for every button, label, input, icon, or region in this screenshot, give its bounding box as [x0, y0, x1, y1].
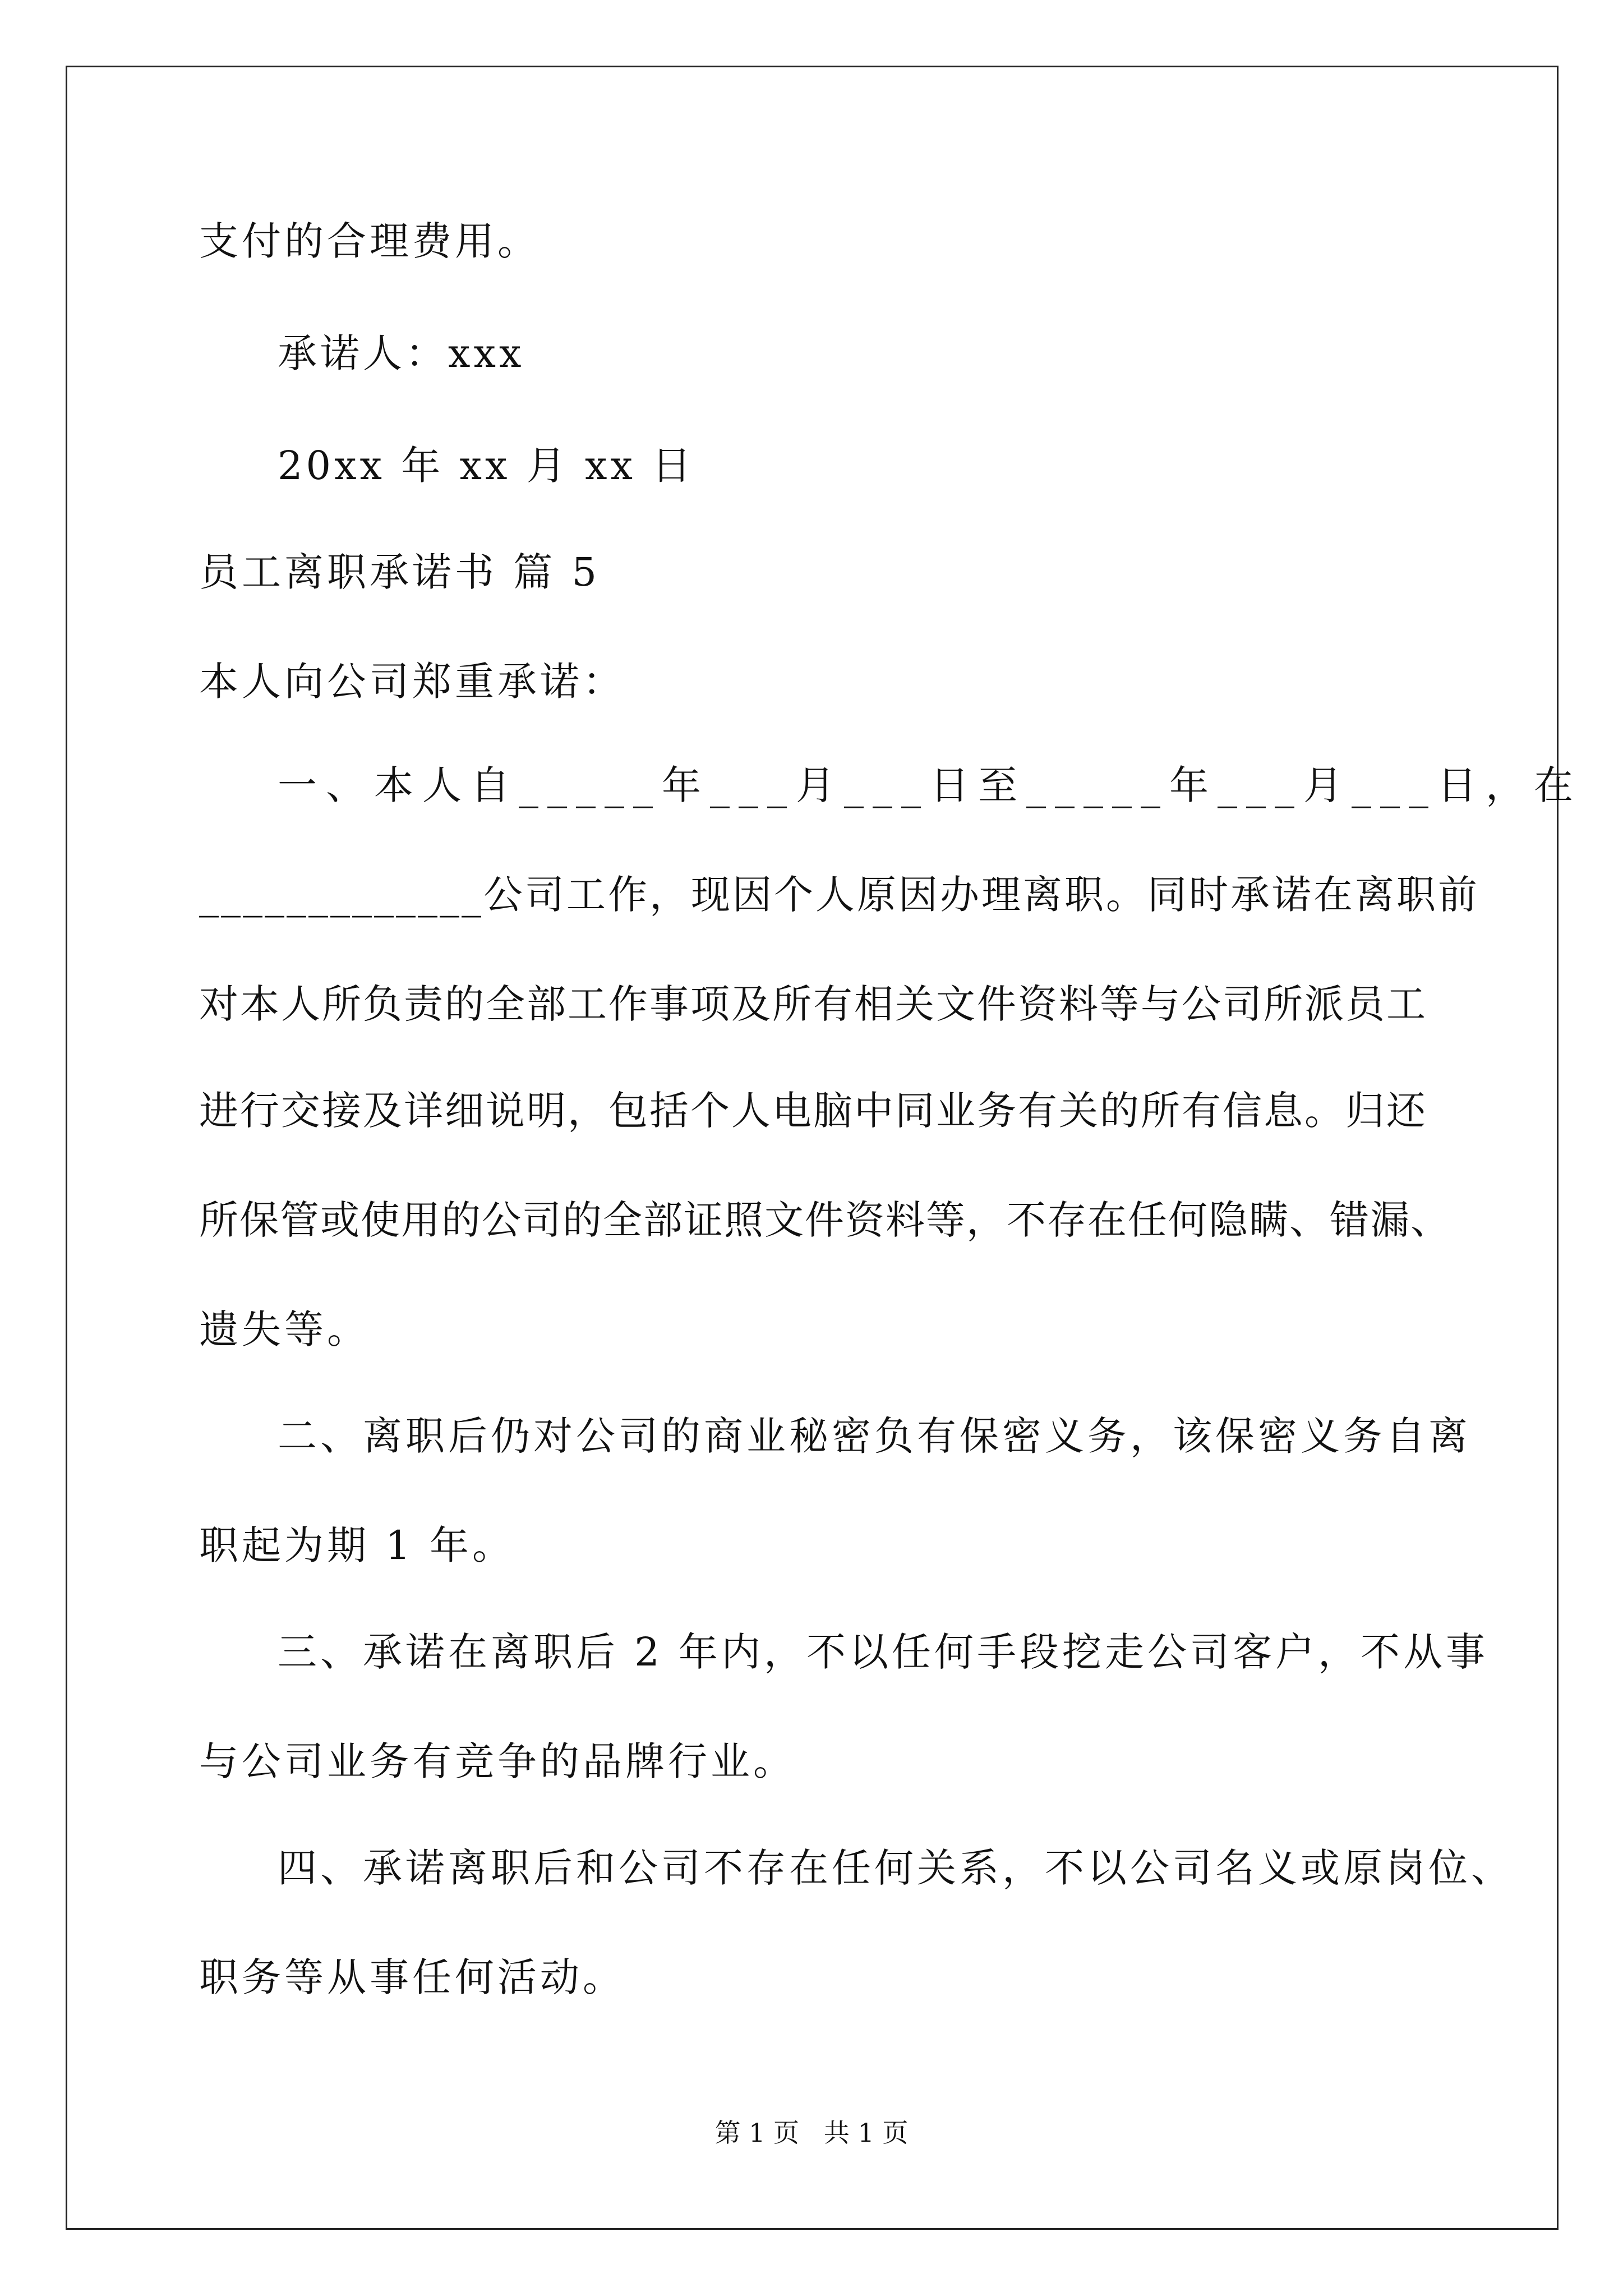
clause-2-line-1: 二、离职后仍对公司的商业秘密负有保密义务，该保密义务自离: [278, 1413, 1471, 1459]
date-line: 20xx 年 xx 月 xx 日: [278, 443, 695, 489]
page-number-footer: 第 1 页 共 1 页: [714, 2118, 909, 2148]
clause-1-line-1: 一、本人自_____年___月___日至_____年___月___日，在: [278, 762, 1582, 808]
clause-4-line-1: 四、承诺离职后和公司不存在任何关系，不以公司名义或原岗位、: [278, 1845, 1514, 1891]
text-line-1: 支付的合理费用。: [199, 218, 540, 264]
clause-1-line-4: 进行交接及详细说明，包括个人电脑中同业务有关的所有信息。归还: [199, 1088, 1427, 1134]
clause-1-line-3: 对本人所负责的全部工作事项及所有相关文件资料等与公司所派员工: [199, 981, 1427, 1027]
clause-2-line-2: 职起为期 1 年。: [199, 1522, 515, 1568]
clause-4-line-2: 职务等从事任何活动。: [199, 1954, 625, 2000]
clause-1-line-2: _____________公司工作，现因个人原因办理离职。同时承诺在离职前: [199, 872, 1479, 918]
section-heading: 员工离职承诺书 篇 5: [199, 549, 601, 595]
intro-line: 本人向公司郑重承诺：: [199, 659, 625, 705]
clause-1-line-5: 所保管或使用的公司的全部证照文件资料等，不存在任何隐瞒、错漏、: [199, 1197, 1451, 1243]
signatory-line: 承诺人：xxx: [278, 330, 525, 376]
clause-3-line-2: 与公司业务有竞争的品牌行业。: [199, 1738, 796, 1784]
page-border: [66, 66, 1559, 2230]
clause-3-line-1: 三、承诺在离职后 2 年内，不以任何手段挖走公司客户，不从事: [278, 1629, 1489, 1675]
clause-1-line-6: 遗失等。: [199, 1306, 370, 1352]
